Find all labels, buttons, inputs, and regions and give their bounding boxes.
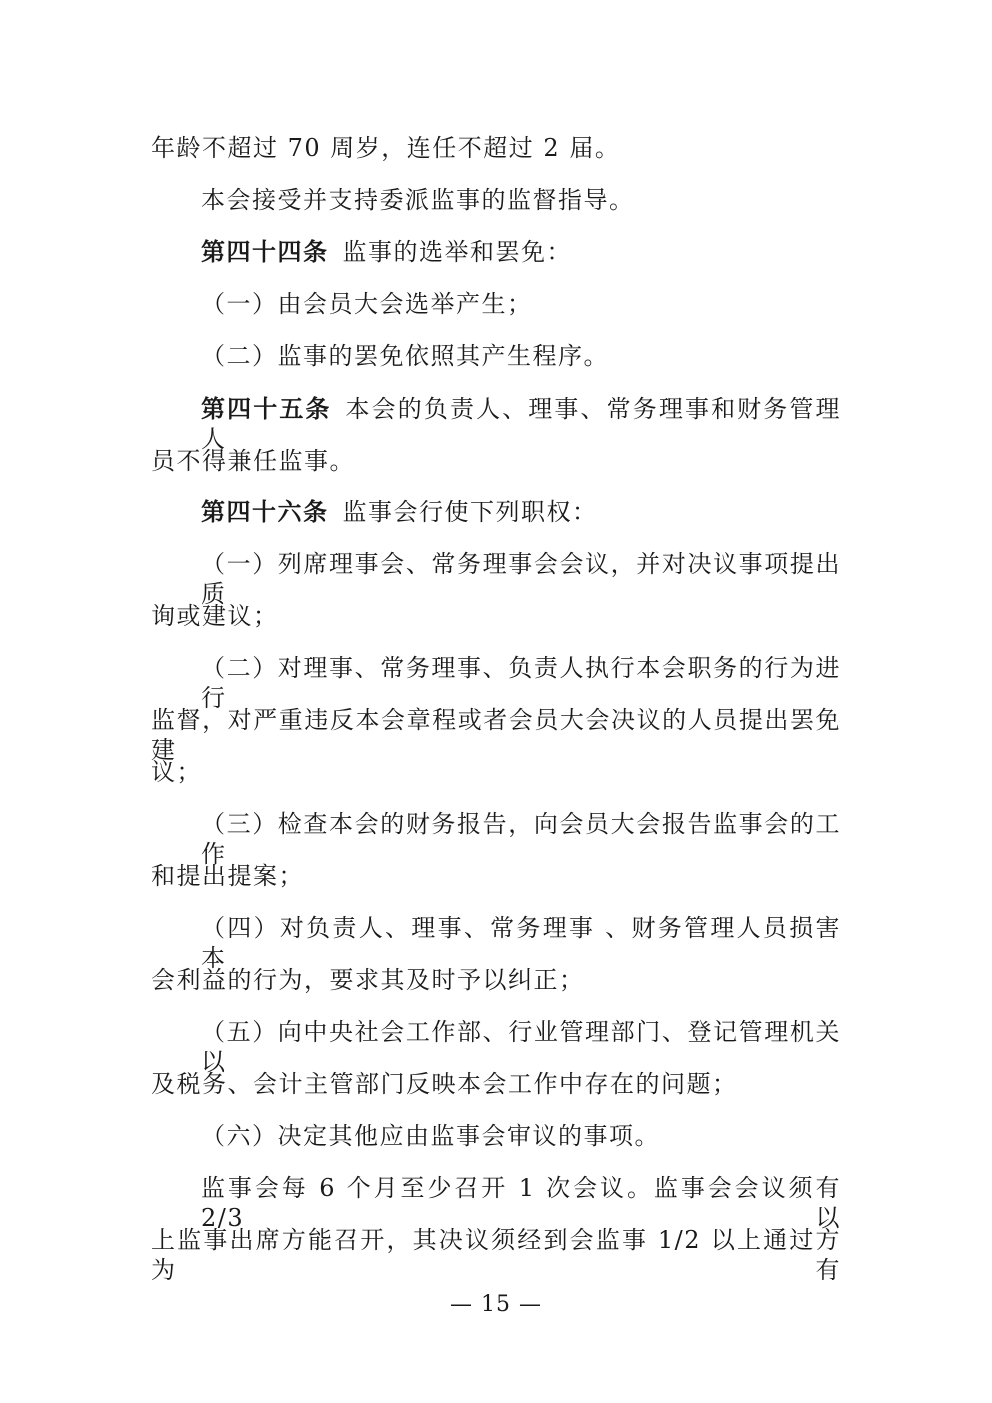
text-line: 本会接受并支持委派监事的监督指导。	[201, 186, 635, 214]
article-46	[201, 497, 841, 527]
article-44	[201, 237, 841, 267]
list-item: （六）决定其他应由监事会审议的事项。	[201, 1122, 660, 1150]
article-text: 本会的负责人、理事、常务理事和财务管理人	[201, 395, 842, 453]
list-item: （五）向中央社会工作部、行业管理部门、登记管理机关以	[201, 1018, 841, 1076]
article-heading: 第四十四条	[201, 238, 329, 266]
text-line: 员不得兼任监事。	[151, 447, 355, 475]
text-line: 监事会每 6 个月至少召开 1 次会议。监事会会议须有 2/3 以	[201, 1174, 841, 1232]
list-item: （四）对负责人、理事、常务理事 、财务管理人员损害本	[201, 914, 841, 972]
text-line: 上监事出席方能召开，其决议须经到会监事 1/2 以上通过方为有	[151, 1226, 841, 1284]
text-line: 议；	[151, 758, 202, 786]
article-heading: 第四十五条	[201, 395, 332, 423]
text-line: 及税务、会计主管部门反映本会工作中存在的问题；	[151, 1070, 738, 1098]
list-item: （三）检查本会的财务报告，向会员大会报告监事会的工作	[201, 810, 841, 868]
article-text: 监事会行使下列职权：	[342, 498, 598, 526]
text-line: 和提出提案；	[151, 862, 304, 890]
page-number: — 15 —	[450, 1292, 542, 1317]
list-item: （一）由会员大会选举产生；	[201, 290, 533, 318]
article-heading: 第四十六条	[201, 498, 329, 526]
text-line: 监督，对严重违反本会章程或者会员大会决议的人员提出罢免建	[151, 706, 841, 764]
text-line: 年龄不超过 70 周岁，连任不超过 2 届。	[151, 134, 621, 162]
list-item: （二）对理事、常务理事、负责人执行本会职务的行为进行	[201, 654, 841, 712]
list-item: （一）列席理事会、常务理事会会议，并对决议事项提出质	[201, 550, 841, 608]
text-line: 询或建议；	[151, 602, 279, 630]
article-45	[201, 394, 842, 453]
article-text: 监事的选举和罢免：	[342, 238, 572, 266]
list-item: （二）监事的罢免依照其产生程序。	[201, 342, 609, 370]
text-line: 会利益的行为，要求其及时予以纠正；	[151, 966, 585, 994]
